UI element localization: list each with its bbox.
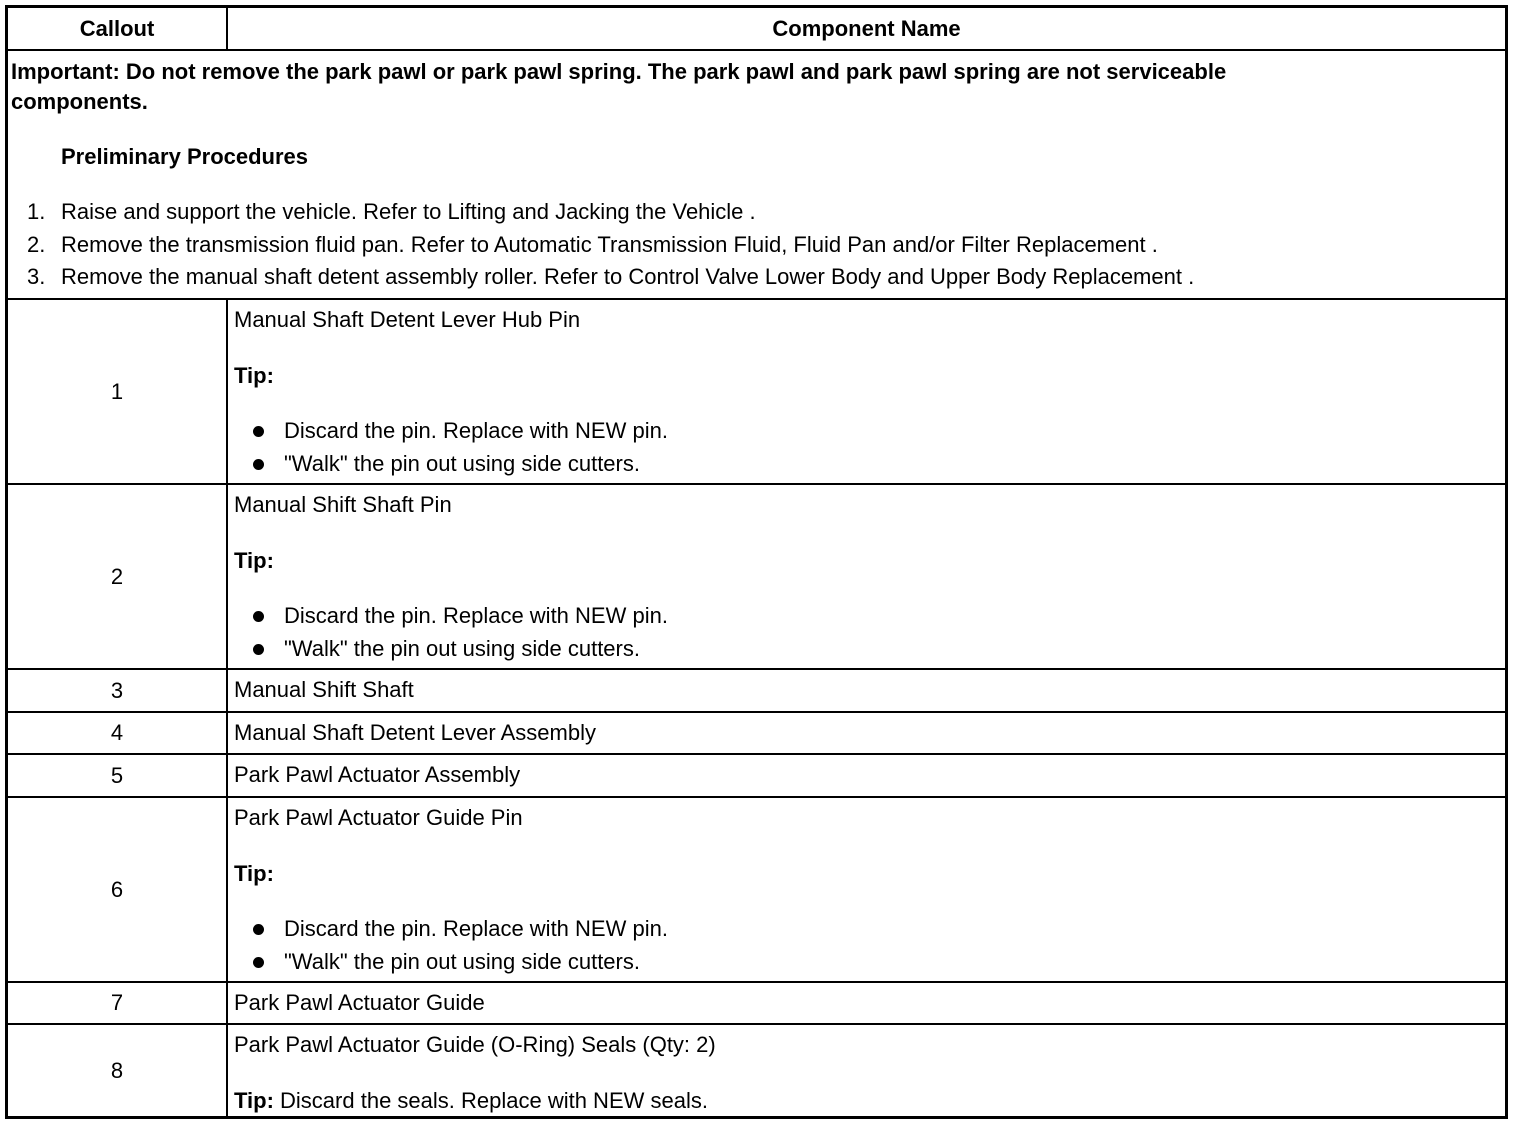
component-name: Manual Shaft Detent Lever Hub Pin xyxy=(234,307,581,332)
component-name: Manual Shift Shaft xyxy=(234,677,414,702)
callout-number: 7 xyxy=(8,983,228,1023)
tip-item: "Walk" the pin out using side cutters. xyxy=(284,451,640,476)
tip-item: Discard the pin. Replace with NEW pin. xyxy=(284,916,668,941)
preliminary-procedures-title: Preliminary Procedures xyxy=(61,144,309,169)
bullet-icon xyxy=(253,611,264,622)
tip-item: Discard the pin. Replace with NEW pin. xyxy=(284,418,668,443)
tip-line xyxy=(234,1088,708,1114)
table-header xyxy=(8,8,1505,49)
callout-number: 8 xyxy=(8,1025,228,1116)
component-name: Manual Shaft Detent Lever Assembly xyxy=(234,720,596,745)
step-number: 1. xyxy=(27,199,46,224)
tip-label: Tip: xyxy=(234,548,274,573)
bullet-icon xyxy=(253,426,264,437)
component-name: Manual Shift Shaft Pin xyxy=(234,492,452,517)
bullet-icon xyxy=(253,644,264,655)
callout-number: 1 xyxy=(8,300,228,483)
bullet-icon xyxy=(253,957,264,968)
table-row xyxy=(8,483,1505,668)
step-text: Remove the manual shaft detent assembly roller. Refer to Control Valve Lower Body and Upper Body Replacement . xyxy=(61,264,1195,289)
tip-item: Discard the pin. Replace with NEW pin. xyxy=(284,603,668,628)
table-row xyxy=(8,298,1505,483)
component-name: Park Pawl Actuator Guide (O-Ring) Seals (Qty: 2) xyxy=(234,1032,716,1057)
bullet-icon xyxy=(253,459,264,470)
component-table xyxy=(5,5,1508,1119)
important-note-line2: components. xyxy=(11,89,148,114)
tip-label: Tip: xyxy=(234,363,274,388)
table-row xyxy=(8,668,1505,711)
tip-text: Discard the seals. Replace with NEW seals. xyxy=(273,1088,708,1113)
table-row xyxy=(8,981,1505,1023)
step-number: 3. xyxy=(27,264,46,289)
step-text: Remove the transmission fluid pan. Refer to Automatic Transmission Fluid, Fluid Pan and/or Filter Replacement . xyxy=(61,232,1158,257)
component-name: Park Pawl Actuator Guide Pin xyxy=(234,805,523,830)
tip-item: "Walk" the pin out using side cutters. xyxy=(284,636,640,661)
table-row xyxy=(8,753,1505,796)
callout-number: 5 xyxy=(8,755,228,796)
tip-label: Tip: xyxy=(234,861,274,886)
important-note-line1: Important: Do not remove the park pawl or park pawl spring. The park pawl and park pawl spring are not serviceable xyxy=(11,59,1227,84)
callout-number: 2 xyxy=(8,485,228,668)
callout-number: 6 xyxy=(8,798,228,981)
table-row xyxy=(8,711,1505,753)
header-component-name: Component Name xyxy=(772,15,961,41)
step-number: 2. xyxy=(27,232,46,257)
bullet-icon xyxy=(253,924,264,935)
table-row xyxy=(8,1023,1505,1116)
tip-item: "Walk" the pin out using side cutters. xyxy=(284,949,640,974)
component-name: Park Pawl Actuator Guide xyxy=(234,990,485,1015)
component-name: Park Pawl Actuator Assembly xyxy=(234,762,521,787)
step-text: Raise and support the vehicle. Refer to Lifting and Jacking the Vehicle . xyxy=(61,199,756,224)
table-row xyxy=(8,796,1505,981)
callout-number: 4 xyxy=(8,713,228,753)
callout-number: 3 xyxy=(8,670,228,711)
header-callout: Callout xyxy=(8,8,228,49)
preface-row xyxy=(8,49,1505,298)
tip-label: Tip: xyxy=(234,1088,274,1113)
